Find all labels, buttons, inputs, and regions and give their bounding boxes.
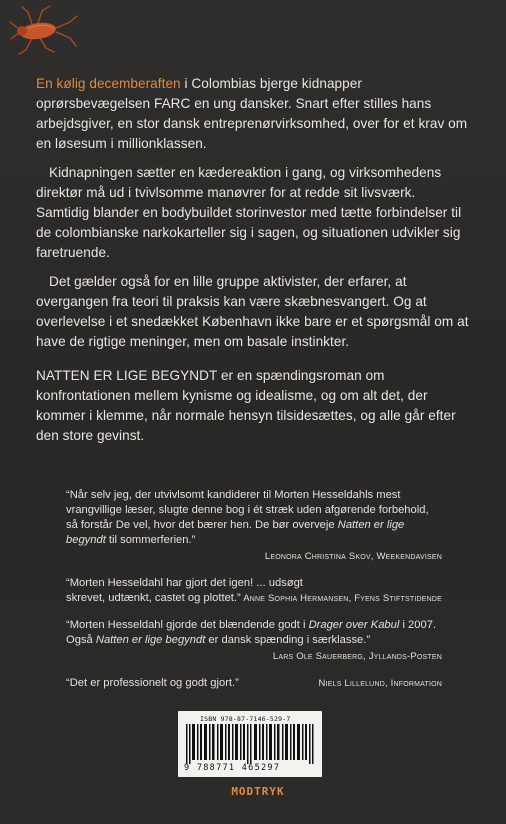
isbn-label: ISBN 978-87-7146-529-7 [200, 715, 291, 723]
review-quote [66, 488, 442, 564]
blurb-opening-phrase: En kølig decemberaften [36, 76, 181, 91]
quote-source: Leonora Christina Skov, Weekendavisen [264, 551, 442, 562]
quote-text: “Morten Hesseldahl gjorde det blændende godt i Drager over Kabul i 2007. Også Natten er lige begyndt er dansk spænding i særklasse.” [66, 619, 437, 646]
quote-text: “Det er professionelt og godt gjort.” [66, 677, 239, 689]
publisher-name: MODTRYK [231, 785, 285, 798]
quote-source: Anne Sophia Hermansen, Fyens Stiftstidende [243, 593, 442, 604]
quote-text: “Når selv jeg, der utvivlsomt kandiderer til Morten Hesseldahls mest vrangvillige læser, slugte denne bog i ét stræk uden afgørende forbehold, så forstår De vel, hvor det bærer hen. De bør overveje Natten er lige begyndt til sommerferien.” [66, 489, 429, 546]
quote-source: Lars Ole Sauerberg, Jyllands-Posten [272, 651, 442, 662]
blurb [36, 74, 472, 455]
barcode [178, 711, 322, 777]
blurb-paragraph-1-text: i Colombias bjerge kidnapper oprørsbevægelsen FARC en ung dansker. Snart efter stilles hans arbejdsgiver, en stor dansk entreprenørvirksomhed, over for et krav om en løsesum i millionklassen. [36, 76, 468, 151]
review-quote [66, 576, 442, 606]
blurb-paragraph-1 [36, 74, 472, 154]
blurb-paragraph-2: Kidnapningen sætter en kædereaktion i gang, og virksomhedens direktør må ud i tvivlsomme manøvrer for at redde sit livsværk. Samtidig blander en bodybuildet storinvestor med tætte forbindelser til de colombianske narkokarteller sig i sagen, og situationen udvikler sig faretruende. [36, 165, 462, 260]
blurb-paragraph-3: Det gælder også for en lille gruppe aktivister, der erfarer, at overgangen fra teori til praksis kan være skæbnesvangert. Og at overlevelse i et snedækket København ikke bare er et spørgsmål om at have de rigtige meninger, men om basale instinkter. [36, 274, 469, 349]
book-title: NATTEN ER LIGE BEGYNDT [36, 368, 218, 383]
review-quotes [66, 488, 442, 703]
quote-text: “Morten Hesseldahl har gjort det igen! ... udsøgt skrevet, udtænkt, castet og plottet.” [66, 577, 303, 604]
quote-source: Niels Lillelund, Information [318, 678, 442, 689]
barcode-bars [186, 724, 314, 764]
blurb-paragraph-4-text: er en spændingsroman om konfrontationen mellem kynisme og idealisme, og om alt det, der kommer i klemme, når normale hensyn tilsidesættes, og alle går efter den store gevinst. [36, 368, 456, 443]
barcode-digits: 9 788771 465297 [184, 763, 281, 773]
cockroach-icon [8, 4, 78, 56]
publisher-logo [0, 785, 506, 798]
review-quote [66, 676, 442, 691]
review-quote [66, 618, 442, 664]
blurb-paragraph-4 [36, 366, 472, 446]
